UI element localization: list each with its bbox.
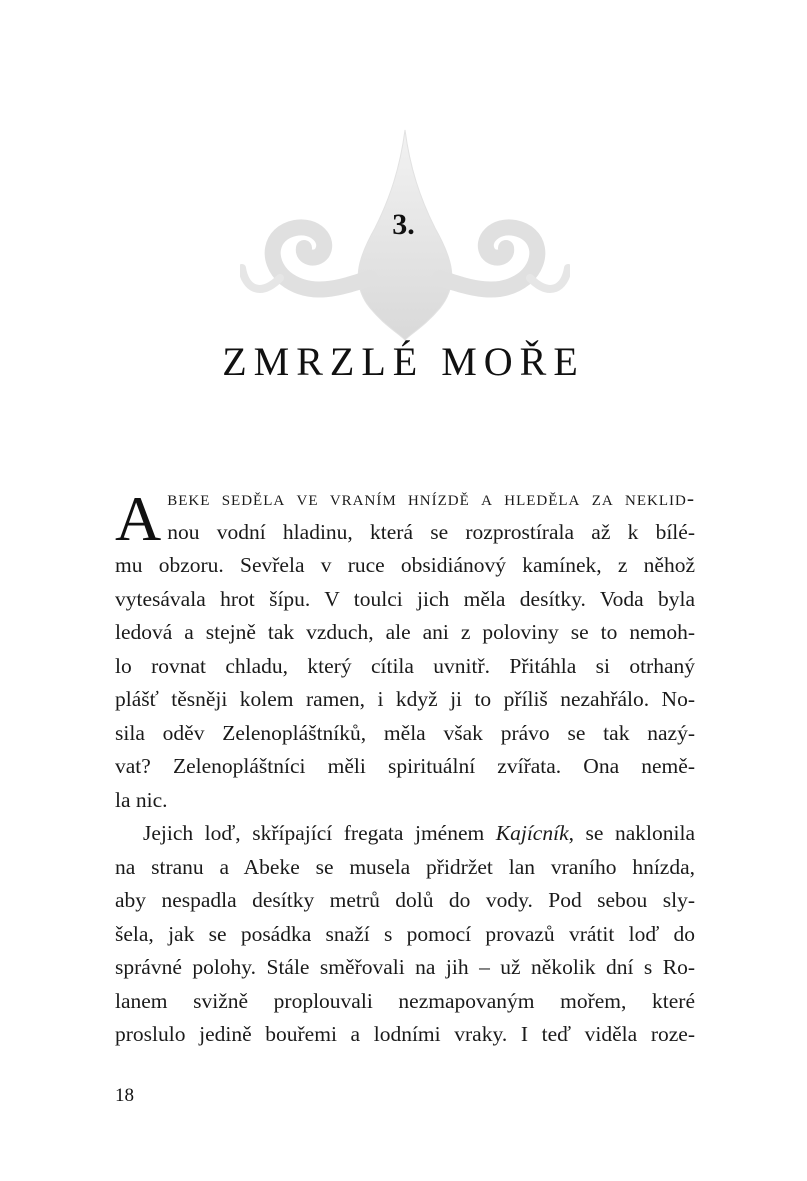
text-line: vat? Zelenopláštníci měli spirituální zvířata. Ona nemě- [115,754,695,778]
text-line: lo rovnat chladu, který cítila uvnitř. Přitáhla si otrhaný [115,653,695,678]
paragraph-2 [115,817,695,1052]
text-line: mu obzoru. Sevřela v ruce obsidiánový kamínek, z něhož [115,553,695,577]
text-line: la nic. [115,787,168,812]
text-line: beke seděla ve vraním hnízdě a hleděla za neklid- [167,486,695,510]
text-line: vytesávala hrot šípu. V toulci jich měla desítky. Voda byla [115,586,695,611]
chapter-title: ZMRZLÉ MOŘE [222,339,585,384]
text-line: aby nespadla desítky metrů dolů do vody. Pod sebou sly- [115,888,695,912]
text-line: ledová a stejně tak vzduch, ale ani z poloviny se to nemoh- [115,620,695,644]
text-line [115,817,695,851]
text-line: plášť těsněji kolem ramen, i když ji to příliš nezahřálo. No- [115,687,695,711]
text-segment: , se naklonila [568,821,695,845]
body-text [115,482,695,1052]
text-line: na stranu a Abeke se musela přidržet lan vraního hnízda, [115,854,695,879]
text-line: lanem svižně proplouvali nezmapovaným mořem, které [115,988,695,1013]
drop-cap: A [115,483,162,554]
text-line: správné polohy. Stále směřovali na jih – už několik dní s Ro- [115,955,695,979]
chapter-number: 3. [392,208,415,241]
text-segment: Jejich loď, skřípající fregata jménem [143,821,496,845]
paragraph-1 [115,482,695,817]
text-line: nou vodní hladinu, která se rozprostírala až k bílé- [167,519,695,544]
page-number: 18 [115,1085,134,1106]
text-line: šela, jak se posádka snaží s pomocí provazů vrátit loď do [115,921,695,946]
text-line: sila oděv Zelenopláštníků, měla však právo se tak nazý- [115,720,695,745]
text-line: proslulo jedině bouřemi a lodními vraky. I teď viděla roze- [115,1022,695,1046]
ship-name: Kajícník [495,821,569,845]
